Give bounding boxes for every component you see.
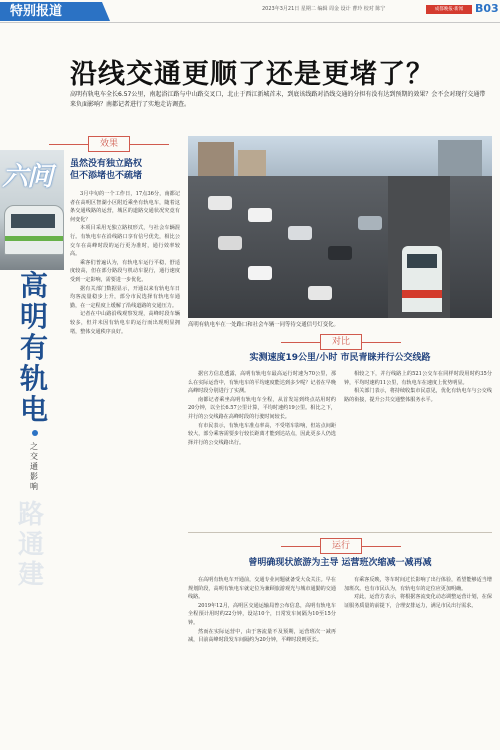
effect-body [70, 190, 180, 742]
section-label-contrast: 对比 [320, 334, 362, 350]
paragraph: 对此，运营方表示，将根据客流变化动态调整运营计划，在保证服务质量的前提下，合理安排运力，满足市民出行需求。 [344, 594, 492, 609]
big-question-mark: 六问 [2, 162, 53, 192]
paragraph: 相较之下，并行线路上的521公交车在同样时段用时约35分钟，平均时速约11公里，有轨电车在速度上优势明显。 [344, 371, 492, 386]
paragraph: 乘客们普遍认为，有轨电车运行平稳，舒适度较高，但在部分路段与机动车混行，通行速度受到一定影响，需要进一步优化。 [70, 259, 180, 283]
tram-illustration [4, 205, 64, 255]
article-headline: 沿线交通更顺了还是更堵了？ [70, 59, 434, 90]
operation-body-left [188, 576, 336, 744]
effect-subhead: 虽然没有独立路权 但不添堵也不疏堵 [70, 159, 143, 181]
page-header [0, 0, 500, 23]
paragraph: 本项目采用无独立路权形式，与社会车辆混行。有轨电车在沿线路口享有信号优先，相比公交车在高峰时段的运行更为准时，通行效率较高。 [70, 225, 180, 258]
paragraph: 记者在中山路沿线观察发现，高峰时段车辆较多，但并未因有轨电车的运行而出现明显拥堵，整体交通秩序良好。 [70, 311, 180, 335]
paragraph: 有乘客反映，等车时间过长影响了出行体验，希望能够适当增加班次。也有市民认为，有轨电车的定位应更加明确。 [344, 577, 492, 592]
vertical-title-char: 有 [20, 331, 49, 364]
paragraph: 据官方信息透露，高明有轨电车最高运行时速为70公里，那么在实际运营中，有轨电车的平均速度能达到多少呢？记者在早晚高峰时段分别进行了实测。 [188, 371, 336, 395]
vertical-title-char: 高 [20, 269, 49, 302]
paragraph: 相关部门表示，将持续收集市民意见，优化有轨电车与公交线路的衔接，提升公共交通整体服务水平。 [344, 388, 492, 403]
article-deck: 高明有轨电车全长6.57公里，南起浴江路与中山路交叉口，北止于西江新城首末，到底该线路对沿线交通的分担有没有达到预期的效果？会不会对现行交通带来负面影响？南都记者进行了实地走访调查。 [70, 91, 486, 108]
paragraph: 2019年12月，高明区交通运输局曾公布信息，高明有轨电车全程预计用时约22分钟，设站10个，日常发车间隔为10至15分钟。 [188, 602, 336, 626]
vertical-title-char: 明 [20, 300, 49, 333]
vertical-small-label: 之交通影响 [30, 442, 38, 491]
contrast-body-left [188, 370, 336, 526]
operation-subhead: 曾明确现状旅游为主导 运营班次缩减一减再减 [248, 558, 432, 568]
vertical-title [20, 270, 60, 425]
vertical-title-char: 电 [20, 393, 49, 426]
section-tag: 特别报道 [0, 2, 102, 21]
section-label-effect: 效果 [88, 136, 130, 152]
photo-caption: 高明有轨电车在一处路口和社会车辆一同等待交通信号灯变化。 [188, 322, 339, 328]
contrast-body-right [344, 370, 492, 526]
street-tram-photo [188, 136, 492, 318]
ghost-watermark-text: 路 通 建 [18, 500, 45, 590]
contrast-subhead: 实测速度19公里/小时 市民青睐并行公交线路 [249, 353, 431, 363]
section-label-operation: 运行 [320, 538, 362, 554]
bullet-dot-icon [32, 430, 38, 436]
paragraph: 3月中旬的一个工作日，17点36分，南都记者在高明区智湖小区附近乘坐有轨电车，随着这条交通线路的运营，城区的道路交通状况究竟有何变化？ [70, 191, 180, 223]
paper-badge: 成都晚报·新闻 [426, 5, 472, 14]
paragraph: 南都记者乘坐高明有轨电车全程，从首发站到终点站用时约20分钟，以全长6.57公里计算，平均时速约19公里。相比之下，并行的公交线路在高峰时段的行驶时间较长。 [188, 396, 336, 420]
paragraph: 在高明有轨电车开通前，交通专业问题就备受大众关注。早在规划阶段，高明有轨电车就定位为兼顾旅游观光与城市通勤的交通线路。 [188, 577, 336, 601]
date-line: 2023年3月21日 星期二 编辑 周金 设计 曹玲 校对 陈宁 [262, 6, 386, 12]
paragraph: 有市民表示，有轨电车准点率高，不受堵车影响，但站点间距较大，部分乘客需要步行较长距离才能到达站点，因此更多人仍选择并行的公交线路出行。 [188, 422, 336, 446]
divider [188, 532, 492, 533]
operation-body-right [344, 576, 492, 744]
page-number: B03 [475, 2, 499, 15]
vertical-title-char: 轨 [20, 362, 49, 395]
paragraph: 然而在实际运营中，由于客流量不及预期，运营班次一减再减，目前高峰时段发车间隔约为20分钟，平峰时段则更长。 [188, 628, 336, 644]
paragraph: 据有关部门数据显示，开通以来有轨电车日均客流量稳步上升，部分市民选择有轨电车通勤，在一定程度上缓解了沿线道路的交通压力。 [70, 285, 180, 309]
